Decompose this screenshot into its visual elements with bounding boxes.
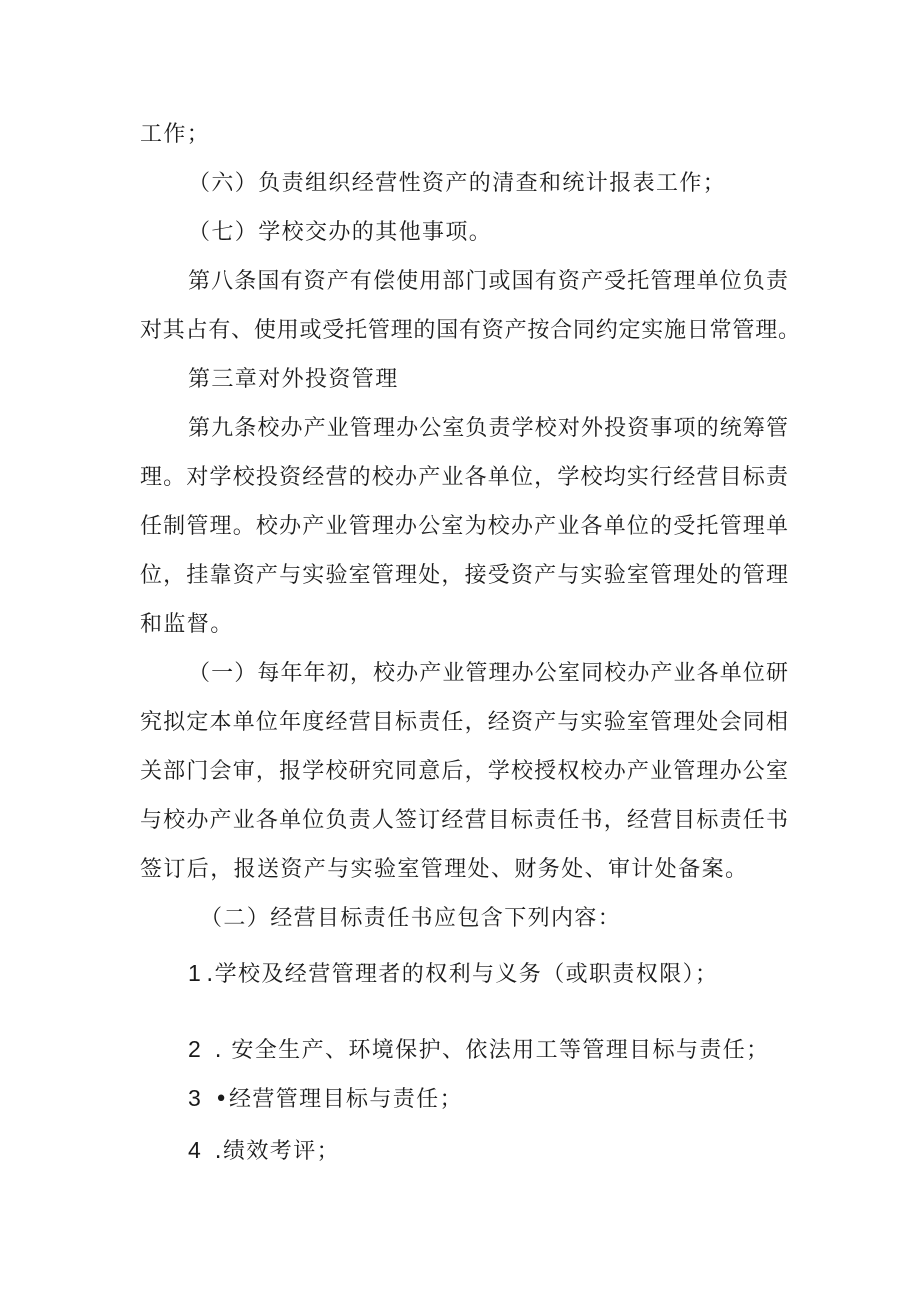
list-item <box>188 958 848 988</box>
list-item-number: 4 <box>188 1137 203 1163</box>
paragraph-line: 签订后，报送资产与实验室管理处、财务处、审计处备案。 <box>140 857 749 882</box>
paragraph-line: 和监督。 <box>140 612 234 637</box>
list-item <box>188 1034 848 1064</box>
paragraph-line: （七）学校交办的其他事项。 <box>188 220 493 245</box>
paragraph-line: 究拟定本单位年度经营目标责任，经资产与实验室管理处会同相 <box>140 710 788 735</box>
list-item-number: 2 <box>188 1036 203 1062</box>
list-item-text: . 安全生产、环境保护、依法用工等管理目标与责任； <box>206 1038 770 1063</box>
paragraph-line: 位，挂靠资产与实验室管理处，接受资产与实验室管理处的管理 <box>140 563 788 588</box>
paragraph-line: 任制管理。校办产业管理办公室为校办产业各单位的受托管理单 <box>140 514 788 539</box>
paragraph-line: （六）负责组织经营性资产的清查和统计报表工作； <box>188 171 727 196</box>
list-item-text: .学校及经营管理者的权利与义务（或职责权限）； <box>206 962 719 987</box>
paragraph-line: 关部门会审，报学校研究同意后，学校授权校办产业管理办公室 <box>140 759 788 784</box>
paragraph-line: 与校办产业各单位负责人签订经营目标责任书，经营目标责任书 <box>140 808 788 833</box>
chapter-heading: 第三章对外投资管理 <box>188 367 399 392</box>
list-item <box>188 1135 848 1165</box>
paragraph-line: 理。对学校投资经营的校办产业各单位，学校均实行经营目标责 <box>140 465 788 490</box>
paragraph-line: 第九条校办产业管理办公室负责学校对外投资事项的统筹管 <box>188 416 788 441</box>
paragraph-line: 工作； <box>140 122 211 147</box>
list-item-number: 3 <box>188 1085 203 1111</box>
paragraph-line: （二）经营目标责任书应包含下列内容： <box>200 906 622 931</box>
paragraph-line: 第八条国有资产有偿使用部门或国有资产受托管理单位负责 <box>188 269 788 294</box>
list-item-number: 1 <box>188 960 203 986</box>
paragraph-line: （一）每年年初，校办产业管理办公室同校办产业各单位研 <box>188 661 788 686</box>
list-item-text: .绩效考评； <box>206 1139 340 1164</box>
list-item <box>188 1083 848 1113</box>
list-item-text: •经营管理目标与责任； <box>206 1087 463 1112</box>
paragraph-line: 对其占有、使用或受托管理的国有资产按合同约定实施日常管理。 <box>140 318 800 343</box>
